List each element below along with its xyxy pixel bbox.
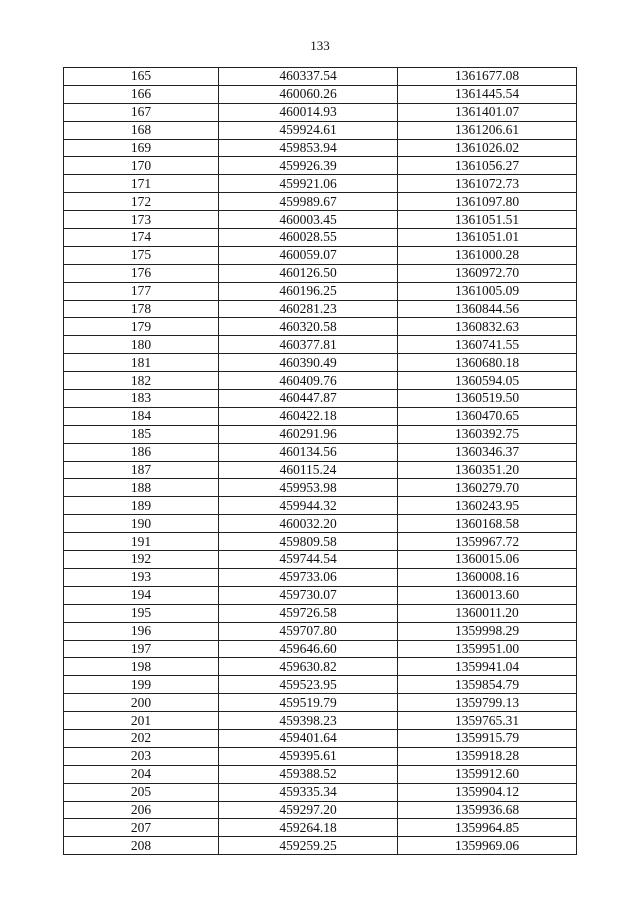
point-number-cell: 187 <box>64 461 219 479</box>
table-row <box>64 604 577 622</box>
y-coordinate-cell: 1361051.01 <box>398 229 577 247</box>
y-coordinate-cell: 1360972.70 <box>398 264 577 282</box>
table-row <box>64 515 577 533</box>
table-row <box>64 121 577 139</box>
y-coordinate-cell: 1361051.51 <box>398 211 577 229</box>
table-row <box>64 85 577 103</box>
table-row <box>64 264 577 282</box>
table-row <box>64 586 577 604</box>
y-coordinate-cell: 1359918.28 <box>398 747 577 765</box>
y-coordinate-cell: 1360741.55 <box>398 336 577 354</box>
x-coordinate-cell: 459398.23 <box>219 712 398 730</box>
table-row <box>64 282 577 300</box>
point-number-cell: 197 <box>64 640 219 658</box>
x-coordinate-cell: 459853.94 <box>219 139 398 157</box>
x-coordinate-cell: 460115.24 <box>219 461 398 479</box>
point-number-cell: 203 <box>64 747 219 765</box>
x-coordinate-cell: 459730.07 <box>219 586 398 604</box>
x-coordinate-cell: 459401.64 <box>219 729 398 747</box>
x-coordinate-cell: 460003.45 <box>219 211 398 229</box>
point-number-cell: 182 <box>64 372 219 390</box>
x-coordinate-cell: 459388.52 <box>219 765 398 783</box>
x-coordinate-cell: 459395.61 <box>219 747 398 765</box>
point-number-cell: 166 <box>64 85 219 103</box>
x-coordinate-cell: 460337.54 <box>219 68 398 86</box>
x-coordinate-cell: 459744.54 <box>219 551 398 569</box>
point-number-cell: 207 <box>64 819 219 837</box>
table-row <box>64 622 577 640</box>
y-coordinate-cell: 1360279.70 <box>398 479 577 497</box>
table-row <box>64 461 577 479</box>
table-row <box>64 479 577 497</box>
table-row <box>64 765 577 783</box>
table-row <box>64 372 577 390</box>
point-number-cell: 200 <box>64 694 219 712</box>
y-coordinate-cell: 1360392.75 <box>398 425 577 443</box>
y-coordinate-cell: 1360844.56 <box>398 300 577 318</box>
table-row <box>64 658 577 676</box>
table-row <box>64 390 577 408</box>
y-coordinate-cell: 1359854.79 <box>398 676 577 694</box>
point-number-cell: 173 <box>64 211 219 229</box>
point-number-cell: 199 <box>64 676 219 694</box>
table-row <box>64 729 577 747</box>
y-coordinate-cell: 1359936.68 <box>398 801 577 819</box>
table-row <box>64 801 577 819</box>
page-number: 133 <box>310 38 330 53</box>
point-number-cell: 198 <box>64 658 219 676</box>
table-row <box>64 300 577 318</box>
point-number-cell: 174 <box>64 229 219 247</box>
table-row <box>64 712 577 730</box>
point-number-cell: 205 <box>64 783 219 801</box>
x-coordinate-cell: 459630.82 <box>219 658 398 676</box>
x-coordinate-cell: 459809.58 <box>219 533 398 551</box>
x-coordinate-cell: 459646.60 <box>219 640 398 658</box>
point-number-cell: 190 <box>64 515 219 533</box>
x-coordinate-cell: 459989.67 <box>219 193 398 211</box>
y-coordinate-cell: 1361445.54 <box>398 85 577 103</box>
point-number-cell: 165 <box>64 68 219 86</box>
table-row <box>64 497 577 515</box>
table-row <box>64 676 577 694</box>
y-coordinate-cell: 1361056.27 <box>398 157 577 175</box>
point-number-cell: 192 <box>64 551 219 569</box>
y-coordinate-cell: 1360351.20 <box>398 461 577 479</box>
y-coordinate-cell: 1359904.12 <box>398 783 577 801</box>
point-number-cell: 189 <box>64 497 219 515</box>
table-row <box>64 175 577 193</box>
y-coordinate-cell: 1360346.37 <box>398 443 577 461</box>
y-coordinate-cell: 1361005.09 <box>398 282 577 300</box>
x-coordinate-cell: 459921.06 <box>219 175 398 193</box>
table-row <box>64 68 577 86</box>
point-number-cell: 194 <box>64 586 219 604</box>
x-coordinate-cell: 460126.50 <box>219 264 398 282</box>
table-row <box>64 640 577 658</box>
x-coordinate-cell: 460134.56 <box>219 443 398 461</box>
x-coordinate-cell: 459259.25 <box>219 837 398 855</box>
point-number-cell: 185 <box>64 425 219 443</box>
y-coordinate-cell: 1359799.13 <box>398 694 577 712</box>
x-coordinate-cell: 459519.79 <box>219 694 398 712</box>
x-coordinate-cell: 459297.20 <box>219 801 398 819</box>
y-coordinate-cell: 1361000.28 <box>398 246 577 264</box>
point-number-cell: 177 <box>64 282 219 300</box>
x-coordinate-cell: 459953.98 <box>219 479 398 497</box>
y-coordinate-cell: 1360519.50 <box>398 390 577 408</box>
x-coordinate-cell: 460014.93 <box>219 103 398 121</box>
table-row <box>64 568 577 586</box>
x-coordinate-cell: 459726.58 <box>219 604 398 622</box>
point-number-cell: 193 <box>64 568 219 586</box>
table-row <box>64 694 577 712</box>
table-row <box>64 157 577 175</box>
point-number-cell: 168 <box>64 121 219 139</box>
point-number-cell: 191 <box>64 533 219 551</box>
table-row <box>64 139 577 157</box>
y-coordinate-cell: 1360594.05 <box>398 372 577 390</box>
y-coordinate-cell: 1360008.16 <box>398 568 577 586</box>
y-coordinate-cell: 1359915.79 <box>398 729 577 747</box>
y-coordinate-cell: 1360470.65 <box>398 407 577 425</box>
x-coordinate-cell: 459926.39 <box>219 157 398 175</box>
y-coordinate-cell: 1360015.06 <box>398 551 577 569</box>
x-coordinate-cell: 460032.20 <box>219 515 398 533</box>
table-row <box>64 407 577 425</box>
x-coordinate-cell: 460390.49 <box>219 354 398 372</box>
table-row <box>64 783 577 801</box>
point-number-cell: 196 <box>64 622 219 640</box>
point-number-cell: 204 <box>64 765 219 783</box>
x-coordinate-cell: 460281.23 <box>219 300 398 318</box>
table-row <box>64 551 577 569</box>
point-number-cell: 208 <box>64 837 219 855</box>
point-number-cell: 169 <box>64 139 219 157</box>
table-row <box>64 336 577 354</box>
x-coordinate-cell: 460028.55 <box>219 229 398 247</box>
y-coordinate-cell: 1359967.72 <box>398 533 577 551</box>
table-row <box>64 103 577 121</box>
point-number-cell: 180 <box>64 336 219 354</box>
point-number-cell: 201 <box>64 712 219 730</box>
point-number-cell: 206 <box>64 801 219 819</box>
x-coordinate-cell: 459924.61 <box>219 121 398 139</box>
y-coordinate-cell: 1361401.07 <box>398 103 577 121</box>
point-number-cell: 172 <box>64 193 219 211</box>
point-number-cell: 195 <box>64 604 219 622</box>
table-row <box>64 443 577 461</box>
y-coordinate-cell: 1359912.60 <box>398 765 577 783</box>
x-coordinate-cell: 460059.07 <box>219 246 398 264</box>
x-coordinate-cell: 459944.32 <box>219 497 398 515</box>
x-coordinate-cell: 459264.18 <box>219 819 398 837</box>
point-number-cell: 167 <box>64 103 219 121</box>
y-coordinate-cell: 1360168.58 <box>398 515 577 533</box>
table-row <box>64 837 577 855</box>
point-number-cell: 179 <box>64 318 219 336</box>
x-coordinate-cell: 460291.96 <box>219 425 398 443</box>
y-coordinate-cell: 1360832.63 <box>398 318 577 336</box>
table-row <box>64 747 577 765</box>
x-coordinate-cell: 460377.81 <box>219 336 398 354</box>
y-coordinate-cell: 1359969.06 <box>398 837 577 855</box>
point-number-cell: 202 <box>64 729 219 747</box>
point-number-cell: 175 <box>64 246 219 264</box>
y-coordinate-cell: 1359765.31 <box>398 712 577 730</box>
x-coordinate-cell: 459335.34 <box>219 783 398 801</box>
point-number-cell: 188 <box>64 479 219 497</box>
x-coordinate-cell: 460196.25 <box>219 282 398 300</box>
y-coordinate-cell: 1361677.08 <box>398 68 577 86</box>
table-row <box>64 533 577 551</box>
point-number-cell: 183 <box>64 390 219 408</box>
point-number-cell: 176 <box>64 264 219 282</box>
point-number-cell: 171 <box>64 175 219 193</box>
table-row <box>64 819 577 837</box>
table-row <box>64 425 577 443</box>
x-coordinate-cell: 460409.76 <box>219 372 398 390</box>
coordinates-table <box>63 67 577 855</box>
y-coordinate-cell: 1359998.29 <box>398 622 577 640</box>
table-body <box>64 68 577 855</box>
table-row <box>64 354 577 372</box>
y-coordinate-cell: 1360680.18 <box>398 354 577 372</box>
x-coordinate-cell: 459523.95 <box>219 676 398 694</box>
x-coordinate-cell: 459733.06 <box>219 568 398 586</box>
table-row <box>64 229 577 247</box>
y-coordinate-cell: 1360013.60 <box>398 586 577 604</box>
x-coordinate-cell: 460447.87 <box>219 390 398 408</box>
x-coordinate-cell: 460320.58 <box>219 318 398 336</box>
y-coordinate-cell: 1359941.04 <box>398 658 577 676</box>
y-coordinate-cell: 1359964.85 <box>398 819 577 837</box>
table-row <box>64 193 577 211</box>
x-coordinate-cell: 460060.26 <box>219 85 398 103</box>
x-coordinate-cell: 459707.80 <box>219 622 398 640</box>
y-coordinate-cell: 1359951.00 <box>398 640 577 658</box>
point-number-cell: 178 <box>64 300 219 318</box>
table-row <box>64 211 577 229</box>
y-coordinate-cell: 1360243.95 <box>398 497 577 515</box>
point-number-cell: 186 <box>64 443 219 461</box>
y-coordinate-cell: 1361072.73 <box>398 175 577 193</box>
point-number-cell: 181 <box>64 354 219 372</box>
x-coordinate-cell: 460422.18 <box>219 407 398 425</box>
table-row <box>64 246 577 264</box>
point-number-cell: 184 <box>64 407 219 425</box>
y-coordinate-cell: 1360011.20 <box>398 604 577 622</box>
y-coordinate-cell: 1361026.02 <box>398 139 577 157</box>
table-row <box>64 318 577 336</box>
point-number-cell: 170 <box>64 157 219 175</box>
y-coordinate-cell: 1361097.80 <box>398 193 577 211</box>
y-coordinate-cell: 1361206.61 <box>398 121 577 139</box>
